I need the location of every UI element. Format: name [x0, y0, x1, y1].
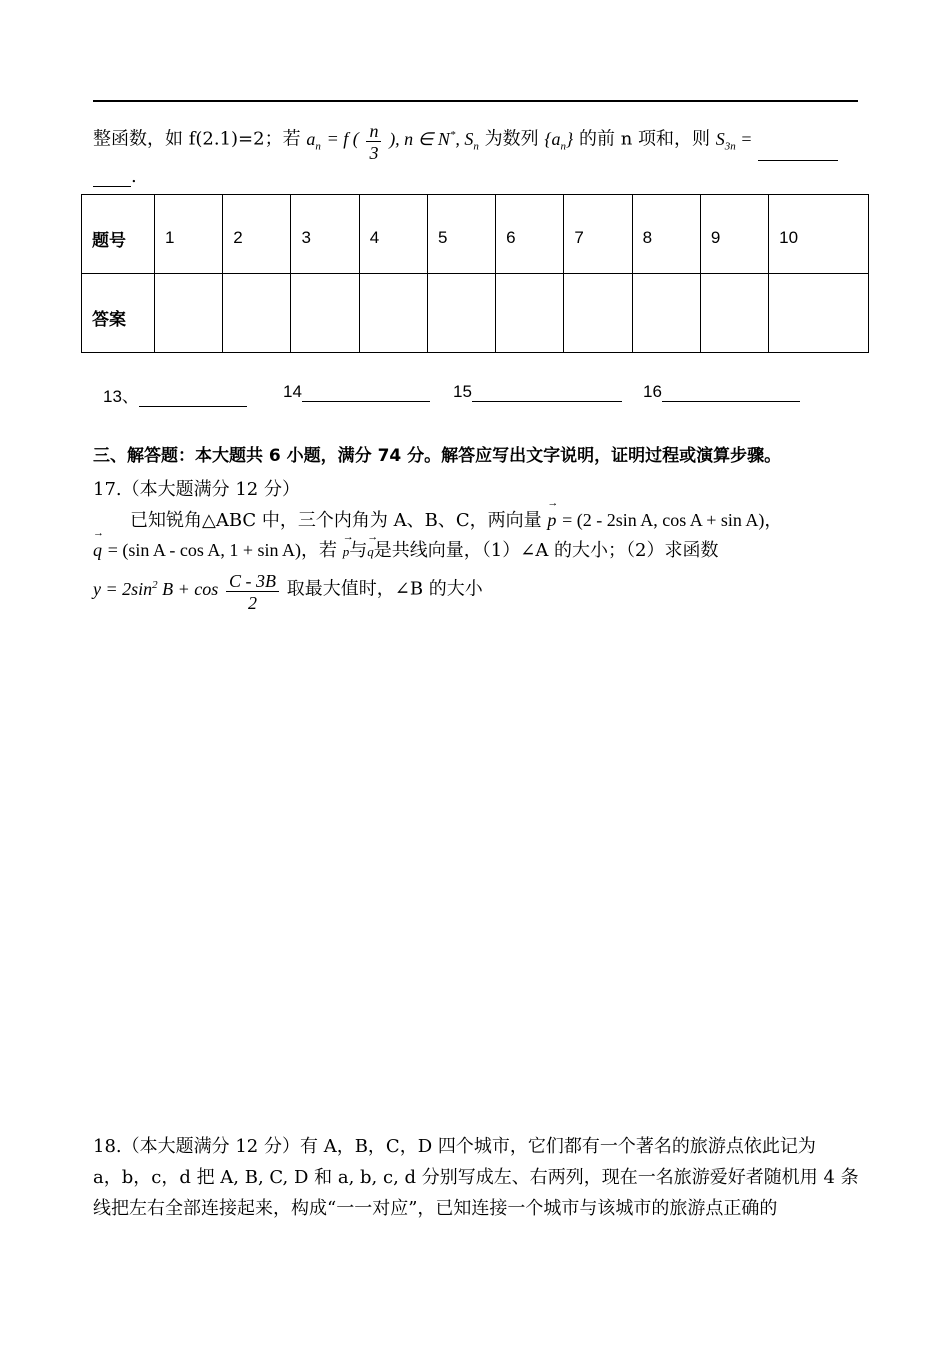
- answer-blank-continued[interactable]: [93, 168, 131, 187]
- fill-blank-16: [643, 382, 800, 402]
- answer-cell[interactable]: [632, 274, 700, 353]
- q17-title: 17.（本大题满分 12 分）: [93, 479, 300, 500]
- math-y-expr: $y = 2\sin^2$ B + cos: [93, 578, 219, 599]
- table-cell-number: 3: [291, 195, 359, 274]
- fill-blank-line[interactable]: [662, 385, 800, 402]
- text-segment: 的前 n 项和，则: [578, 128, 711, 150]
- blank-continuation-line: .: [93, 166, 137, 187]
- math-seq-an: $\{a_n\}$: [544, 128, 574, 153]
- fill-blank-label: 13、: [103, 387, 139, 406]
- q17-line-2: → q = (sin A - cos A, 1 + sin A)，若 → p与→ q是共线向量，（1）∠A 的大小；（2）求函数: [93, 536, 719, 562]
- answer-cell[interactable]: [427, 274, 495, 353]
- q18-line-2: a，b，c，d 把 A, B, C, D 和 a, b, c, d 分别写成左、右两列，现在一名旅游爱好者随机用 4 条: [93, 1167, 859, 1188]
- vector-q: → q: [93, 540, 102, 561]
- section-heading: 三、解答题：本大题共 6 小题，满分 74 分。解答应写出文字说明，证明过程或演算步骤。: [93, 446, 782, 466]
- fill-blank-14: [283, 382, 430, 402]
- text-segment: 整函数，如 f(2.1)=2；若: [93, 128, 301, 150]
- q18-line-3: 线把左右全部连接起来，构成“一一对应”，已知连接一个城市与该城市的旅游点正确的: [93, 1198, 778, 1219]
- math-eq: = f (: [326, 128, 359, 149]
- table-row-numbers: [82, 195, 869, 274]
- table-cell-number: 7: [564, 195, 632, 274]
- fraction-c-minus-3b-over-2: $\frac{C - 3B}{2}$: [226, 571, 279, 614]
- vector-q-expression: = (sin A - cos A, 1 + sin A)，若: [107, 540, 338, 560]
- fill-blank-line[interactable]: [472, 385, 622, 402]
- table-row-answers: [82, 274, 869, 353]
- table-cell-number: 9: [700, 195, 768, 274]
- table-cell-number: 8: [632, 195, 700, 274]
- top-rule: [93, 100, 858, 102]
- q17-line-3: $y = 2\sin^2$ B + cos $\frac{C - 3B}{2}$ 取最大值时，∠B 的大小: [93, 571, 483, 613]
- table-cell-number: 10: [769, 195, 869, 274]
- answer-blank[interactable]: [758, 142, 838, 161]
- math-S3n: $S_{3n}$ =: [715, 128, 753, 153]
- fill-blank-line[interactable]: [139, 390, 247, 407]
- answer-cell[interactable]: [496, 274, 564, 353]
- fill-blank-label: 15: [453, 382, 472, 401]
- answer-cell[interactable]: [155, 274, 223, 353]
- fill-blank-15: [453, 382, 622, 402]
- math-n-in-N: ), n ∈ N*, $S_n$: [389, 128, 479, 153]
- vector-q-ref: → q: [367, 544, 374, 560]
- vector-p-expression: = (2 - 2sin A, cos A + sin A)，: [562, 510, 783, 530]
- table-header-question-number: 题号: [82, 195, 155, 274]
- table-cell-number: 1: [155, 195, 223, 274]
- fill-blank-13: [103, 382, 247, 407]
- problem-continuation-line: [93, 118, 838, 161]
- table-cell-number: 4: [359, 195, 427, 274]
- vector-p: → p: [547, 510, 556, 531]
- table-cell-number: 6: [496, 195, 564, 274]
- answer-table: [81, 194, 869, 353]
- q18-line-1: 18.（本大题满分 12 分）有 A，B，C，D 四个城市，它们都有一个著名的旅游点依此记为: [93, 1136, 816, 1157]
- q17-line-1: 已知锐角△ABC 中，三个内角为 A、B、C，两向量 → p = (2 - 2sin A, cos A + sin A)，: [130, 506, 782, 532]
- answer-cell[interactable]: [564, 274, 632, 353]
- fill-blank-line[interactable]: [302, 385, 430, 402]
- fill-blank-label: 14: [283, 382, 302, 401]
- fill-blank-label: 16: [643, 382, 662, 401]
- answer-cell[interactable]: [769, 274, 869, 353]
- text-segment: 为数列: [484, 128, 539, 150]
- table-cell-number: 5: [427, 195, 495, 274]
- vector-p-ref: → p: [343, 544, 350, 560]
- fraction-n-over-3: $\frac{n}{3}$: [366, 121, 381, 164]
- math-a-n: $a_n$: [306, 128, 321, 153]
- answer-cell[interactable]: [359, 274, 427, 353]
- table-header-answer: 答案: [82, 274, 155, 353]
- table-cell-number: 2: [223, 195, 291, 274]
- answer-cell[interactable]: [223, 274, 291, 353]
- answer-cell[interactable]: [700, 274, 768, 353]
- answer-cell[interactable]: [291, 274, 359, 353]
